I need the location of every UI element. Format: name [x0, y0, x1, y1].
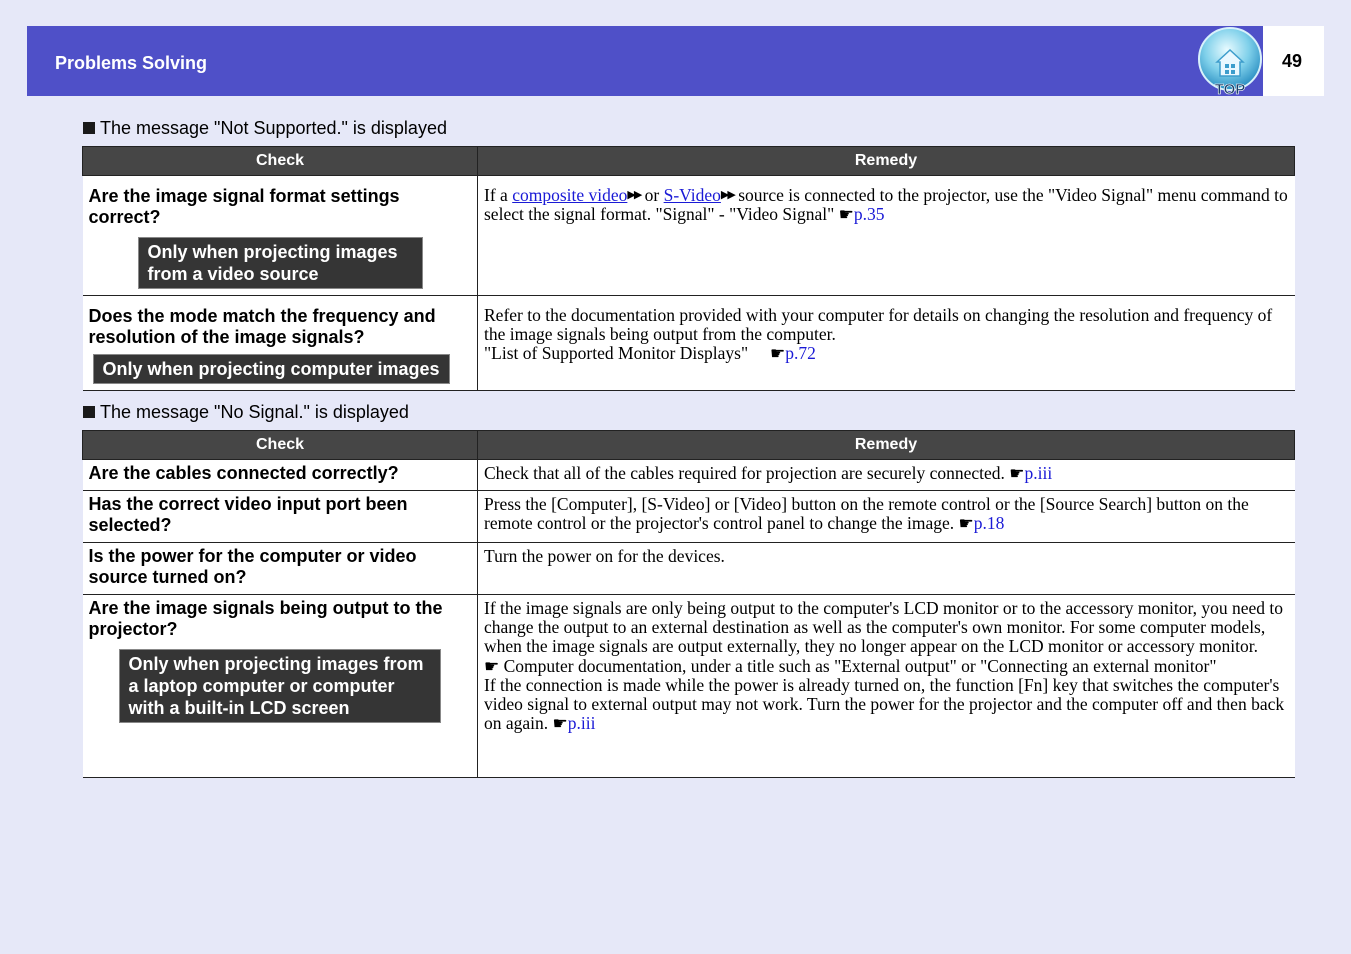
- remedy-text: If the image signals are only being output to the computer's LCD monitor or to the accessory monitor, you need to change the output to an external destination as well as the computer's own monitor. For some computer models, when the image signals are output externally, they no longer appear on the LCD monitor or accessory monitor. ☛ Computer documentation, under a title such as "External output" or "Connecting an external monitor" If the connection is made while the power is already turned on, the function [Fn] key that switches the computer's video signal to external output may not work. Turn the power for the projector and the computer off and then back on again. ☛p.iii: [484, 598, 1285, 734]
- pointing-hand-icon: ☛: [958, 514, 974, 534]
- condition-badge: Only when projecting computer images: [93, 354, 450, 384]
- table-row: [83, 296, 1295, 391]
- section-heading-not-supported: [83, 118, 447, 139]
- remedy-cell: [478, 176, 1295, 296]
- check-cell: [83, 176, 478, 296]
- condition-badge: Only when projecting images from a laptop computer or computer with a built-in LCD screen: [119, 649, 441, 723]
- remedy-text: Check that all of the cables required for projection are securely connected. ☛p.iii: [484, 463, 1053, 483]
- check-text: Are the image signal format settings correct?: [88, 186, 400, 227]
- header-bar: [27, 26, 1263, 96]
- pointing-hand-icon: ☛: [770, 344, 786, 364]
- condition-badge: Only when projecting images from a video source: [138, 237, 423, 289]
- page-reference-link[interactable]: p.iii: [567, 713, 596, 734]
- column-header-check: Check: [83, 431, 478, 460]
- check-cell: [83, 595, 478, 778]
- remedy-cell: [478, 543, 1295, 595]
- remedy-cell: [478, 296, 1295, 391]
- check-cell: [83, 460, 478, 491]
- pointing-hand-icon: ☛: [838, 205, 854, 225]
- page-reference-link[interactable]: p.18: [973, 513, 1005, 534]
- table-row: [83, 460, 1295, 491]
- check-text: Are the image signals being output to the projector?: [88, 598, 443, 639]
- remedy-text: If a composite video▶▶ or S-Video▶▶ source is connected to the projector, use the "Video Signal" menu command to select the signal format. "Signal" - "Video Signal" ☛p.35: [484, 185, 1288, 225]
- glossary-arrow-icon: ▶▶: [720, 189, 734, 201]
- table-row: [83, 543, 1295, 595]
- column-header-remedy: Remedy: [478, 147, 1295, 176]
- page-number: 49: [1281, 51, 1303, 71]
- top-button[interactable]: [1197, 26, 1263, 96]
- page-reference-link[interactable]: p.35: [853, 204, 885, 225]
- table-row: [83, 491, 1295, 543]
- check-text: Are the cables connected correctly?: [88, 463, 399, 483]
- page-number-box: [1263, 26, 1324, 96]
- section-heading-no-signal: [83, 402, 409, 423]
- check-text: Has the correct video input port been selected?: [88, 494, 408, 535]
- remedy-text: Turn the power on for the devices.: [484, 546, 725, 566]
- pointing-hand-icon: ☛: [552, 714, 568, 734]
- glossary-link-s-video[interactable]: S-Video: [663, 185, 721, 205]
- check-cell: [83, 491, 478, 543]
- remedy-cell: [478, 595, 1295, 778]
- column-header-remedy: Remedy: [478, 431, 1295, 460]
- top-house-icon: [1197, 26, 1263, 96]
- table-row: [83, 595, 1295, 778]
- glossary-arrow-icon: ▶▶: [627, 189, 641, 201]
- check-cell: [83, 296, 478, 391]
- section-title: Problems Solving: [55, 53, 208, 73]
- column-header-check: Check: [83, 147, 478, 176]
- table-not-supported: [82, 146, 1295, 391]
- remedy-text: Press the [Computer], [S-Video] or [Video] button on the remote control or the [Source Search] button on the remote control or the projector's control panel to change the image. ☛p.18: [484, 494, 1249, 534]
- table-no-signal: [82, 430, 1295, 778]
- page-reference-link[interactable]: p.iii: [1024, 463, 1053, 483]
- glossary-link-composite-video[interactable]: composite video: [512, 185, 628, 205]
- remedy-cell: [478, 491, 1295, 543]
- pointing-hand-icon: ☛: [484, 656, 500, 676]
- check-text: Does the mode match the frequency and resolution of the image signals?: [88, 306, 436, 347]
- square-bullet-icon: [83, 122, 95, 134]
- remedy-cell: [478, 460, 1295, 491]
- remedy-text: Refer to the documentation provided with your computer for details on changing the resolution and frequency of the image signals being output from the computer. "List of Supported Monitor Displays" ☛p.72: [484, 305, 1273, 364]
- square-bullet-icon: [83, 406, 95, 418]
- section-heading-text: The message "Not Supported." is displayed: [100, 118, 447, 138]
- top-label: TOP: [1214, 81, 1246, 96]
- page-reference-link[interactable]: p.72: [785, 343, 816, 364]
- table-row: [83, 176, 1295, 296]
- pointing-hand-icon: ☛: [1009, 464, 1025, 483]
- section-heading-text: The message "No Signal." is displayed: [100, 402, 409, 422]
- check-text: Is the power for the computer or video source turned on?: [88, 546, 417, 587]
- check-cell: [83, 543, 478, 595]
